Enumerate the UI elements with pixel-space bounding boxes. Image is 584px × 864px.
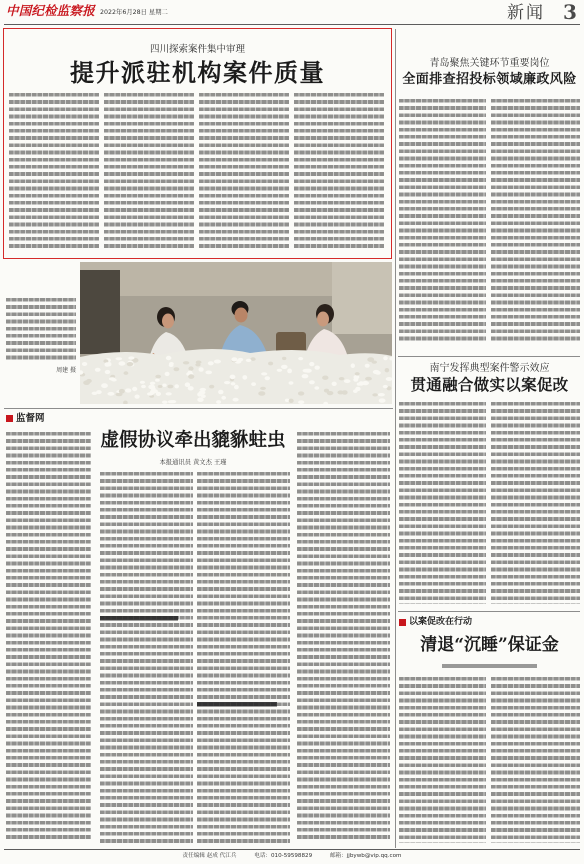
article-body-column bbox=[9, 93, 99, 251]
photo-cocoon bbox=[140, 381, 145, 384]
photo-cocoon bbox=[105, 370, 111, 374]
article-body-column bbox=[399, 402, 486, 604]
news-photo-frame[interactable] bbox=[80, 262, 392, 404]
column-label-text: 以案促改在行动 bbox=[409, 617, 473, 627]
photo-cocoon bbox=[309, 362, 314, 366]
photo-cocoon bbox=[327, 391, 334, 395]
photo-cocoon bbox=[231, 382, 236, 385]
photo-cocoon bbox=[216, 400, 221, 404]
photo-cocoon bbox=[358, 381, 364, 385]
photo-cocoon bbox=[92, 392, 98, 395]
article-kicker: 南宁发挥典型案件警示效应 bbox=[429, 363, 550, 374]
photo-credit: 周建 摄 bbox=[56, 367, 76, 374]
footer-email: 邮箱：jjbywb@vip.qq.com bbox=[329, 853, 402, 859]
photo-cocoon bbox=[166, 392, 172, 395]
photo-cocoon bbox=[148, 385, 155, 390]
photo-cocoon bbox=[289, 381, 294, 384]
photo-cocoon bbox=[174, 384, 179, 388]
photo-cocoon bbox=[281, 365, 288, 369]
photo-cocoon bbox=[238, 358, 243, 361]
article-body-column bbox=[399, 677, 486, 843]
article-body-column bbox=[294, 93, 384, 251]
photo-cocoon bbox=[315, 366, 320, 370]
photo-cocoon bbox=[277, 369, 282, 372]
photo-cocoon bbox=[205, 371, 212, 375]
news-photo bbox=[80, 262, 392, 404]
photo-cocoon bbox=[355, 387, 360, 391]
photo-cocoon bbox=[125, 388, 131, 392]
photo-cocoon bbox=[188, 366, 193, 370]
photo-cocoon bbox=[385, 368, 390, 372]
article-body-column bbox=[297, 432, 390, 842]
column-label-marker bbox=[399, 619, 406, 626]
photo-cocoon bbox=[233, 398, 239, 402]
photo-cocoon bbox=[332, 382, 337, 386]
photo-cocoon bbox=[251, 382, 256, 386]
photo-cocoon bbox=[365, 377, 372, 381]
photo-cocoon bbox=[95, 368, 101, 372]
photo-cocoon bbox=[234, 385, 239, 390]
photo-cocoon bbox=[188, 374, 194, 379]
article-deposit[interactable] bbox=[397, 613, 582, 848]
photo-cocoon bbox=[152, 389, 158, 393]
article-body-column bbox=[104, 93, 194, 251]
photo-cocoon bbox=[230, 375, 236, 380]
photo-cocoon bbox=[378, 393, 385, 396]
photo-cocoon bbox=[298, 357, 303, 360]
photo-cocoon bbox=[107, 392, 114, 396]
photo-cocoon bbox=[303, 369, 310, 373]
column-label bbox=[6, 413, 45, 424]
column-label-marker bbox=[6, 415, 13, 422]
photo-cocoon bbox=[258, 391, 265, 396]
photo-face bbox=[162, 314, 174, 329]
photo-cocoon bbox=[265, 376, 270, 380]
photo-caption bbox=[6, 262, 76, 404]
photo-cocoon bbox=[185, 382, 190, 387]
photo-cocoon bbox=[109, 377, 116, 380]
article-false-agreement[interactable] bbox=[3, 410, 393, 848]
photo-cocoon bbox=[167, 385, 173, 389]
photo-cocoon bbox=[309, 380, 315, 384]
photo-cocoon bbox=[147, 392, 153, 395]
section-rule bbox=[398, 356, 580, 357]
photo-cocoon bbox=[344, 379, 351, 383]
photo-cocoon bbox=[199, 367, 204, 372]
article-nanning[interactable] bbox=[397, 358, 582, 608]
article-subhead bbox=[100, 614, 178, 623]
photo-cocoon bbox=[231, 357, 237, 361]
photo-cocoon bbox=[127, 362, 134, 366]
footer-editor: 责任编辑 赵成 代江兵 bbox=[182, 853, 237, 859]
column-label bbox=[399, 617, 472, 628]
article-body-column bbox=[491, 402, 580, 604]
article-body-column bbox=[100, 472, 193, 846]
photo-cocoon bbox=[101, 383, 108, 388]
photo-cocoon bbox=[260, 387, 266, 390]
photo-cocoon bbox=[298, 391, 304, 395]
photo-cocoon bbox=[287, 369, 292, 374]
photo-cocoon bbox=[169, 363, 174, 367]
photo-face bbox=[317, 312, 329, 327]
article-byline bbox=[442, 664, 537, 668]
photo-cocoon bbox=[183, 361, 189, 364]
article-body-column bbox=[399, 99, 486, 344]
photo-cocoon bbox=[322, 376, 328, 380]
article-headline: 清退“沉睡”保证金 bbox=[420, 635, 559, 655]
section-rule bbox=[4, 408, 393, 409]
footer-rule bbox=[4, 849, 580, 850]
photo-cocoon bbox=[116, 357, 123, 360]
photo-cocoon bbox=[197, 392, 202, 396]
photo-cocoon bbox=[209, 385, 214, 389]
article-sichuan[interactable] bbox=[3, 28, 392, 259]
photo-cocoon bbox=[162, 401, 168, 404]
photo-cocoon bbox=[135, 395, 140, 399]
article-body-column bbox=[491, 677, 580, 843]
photo-cocoon bbox=[383, 385, 388, 388]
article-body-column bbox=[491, 99, 580, 344]
photo-cocoon bbox=[166, 356, 172, 360]
photo-cocoon bbox=[268, 362, 273, 366]
photo-cocoon bbox=[119, 389, 125, 394]
photo-cocoon bbox=[242, 375, 247, 380]
photo-cocoon bbox=[128, 356, 134, 359]
article-subhead bbox=[197, 700, 277, 709]
photo-cocoon bbox=[197, 397, 203, 402]
footer bbox=[0, 852, 584, 860]
article-body-column bbox=[199, 93, 289, 251]
photo-cocoon bbox=[246, 359, 252, 362]
photo-window-light bbox=[332, 262, 392, 334]
page-number: 3 bbox=[563, 0, 577, 24]
article-kicker: 四川探索案件集中审理 bbox=[149, 44, 245, 55]
article-headline: 全面排查招投标领域廉政风险 bbox=[402, 72, 577, 87]
photo-cocoon bbox=[282, 357, 286, 360]
article-body-column bbox=[197, 472, 290, 846]
photo-cocoon bbox=[224, 381, 230, 384]
photo-cocoon bbox=[372, 393, 378, 396]
photo-cocoon bbox=[141, 385, 146, 389]
photo-cocoon bbox=[351, 363, 355, 368]
photo-cocoon bbox=[132, 387, 137, 391]
article-byline: 本报通讯员 黄文杰 王瑾 bbox=[159, 459, 227, 466]
photo-cocoon bbox=[355, 372, 360, 375]
photo-cocoon bbox=[314, 386, 319, 389]
photo-cocoon bbox=[168, 400, 175, 403]
photo-cocoon bbox=[86, 379, 92, 383]
photo-cocoon bbox=[218, 390, 223, 395]
photo-cocoon bbox=[82, 362, 87, 366]
column-divider bbox=[395, 29, 396, 848]
photo-cocoon bbox=[302, 374, 309, 378]
photo-cocoon bbox=[195, 363, 200, 366]
photo-cocoon bbox=[208, 361, 214, 365]
photo-cocoon bbox=[354, 375, 360, 379]
photo-cocoon bbox=[150, 382, 155, 385]
photo-doorway bbox=[80, 270, 120, 354]
photo-cocoon bbox=[119, 361, 126, 365]
photo-cocoon bbox=[221, 396, 226, 400]
photo-cocoon bbox=[158, 385, 163, 388]
photo-cocoon bbox=[124, 371, 129, 375]
footer-phone: 电话：010-59598829 bbox=[254, 853, 313, 859]
photo-cocoon bbox=[289, 399, 294, 403]
photo-cocoon bbox=[383, 356, 388, 360]
photo-cocoon bbox=[174, 367, 180, 371]
photo-cocoon bbox=[162, 384, 166, 387]
photo-cocoon bbox=[155, 375, 161, 379]
section-rule bbox=[398, 611, 580, 612]
photo-cocoon bbox=[339, 377, 345, 380]
photo-cocoon bbox=[298, 400, 304, 404]
section-title: 新闻 bbox=[507, 3, 545, 23]
article-headline: 提升派驻机构案件质量 bbox=[70, 58, 325, 87]
photo-cocoon bbox=[261, 372, 267, 375]
photo-cocoon bbox=[155, 379, 160, 382]
article-qingdao[interactable] bbox=[397, 28, 582, 352]
masthead-rule bbox=[4, 24, 580, 25]
article-body-column bbox=[6, 432, 91, 842]
article-headline: 贯通融合做实以案促改 bbox=[410, 375, 569, 394]
article-kicker: 青岛聚焦关键环节重要岗位 bbox=[429, 58, 550, 69]
photo-cocoon bbox=[107, 362, 111, 366]
photo-cocoon-pile bbox=[80, 349, 392, 404]
photo-cocoon bbox=[379, 398, 386, 402]
column-label-text: 监督网 bbox=[16, 413, 45, 424]
photo-cocoon bbox=[214, 360, 221, 364]
issue-date: 2022年6月28日 星期二 bbox=[100, 9, 168, 16]
photo-cocoon bbox=[337, 390, 343, 394]
photo-face bbox=[235, 308, 248, 323]
article-headline: 虚假协议牵出貔貅蛀虫 bbox=[100, 430, 286, 451]
photo-cocoon bbox=[373, 370, 380, 374]
masthead-logo: 中国纪检监察报 bbox=[6, 3, 95, 18]
photo-cocoon bbox=[367, 357, 374, 362]
photo-cocoon bbox=[365, 364, 370, 368]
photo-caption-text bbox=[6, 298, 76, 363]
photo-cocoon bbox=[165, 372, 170, 376]
